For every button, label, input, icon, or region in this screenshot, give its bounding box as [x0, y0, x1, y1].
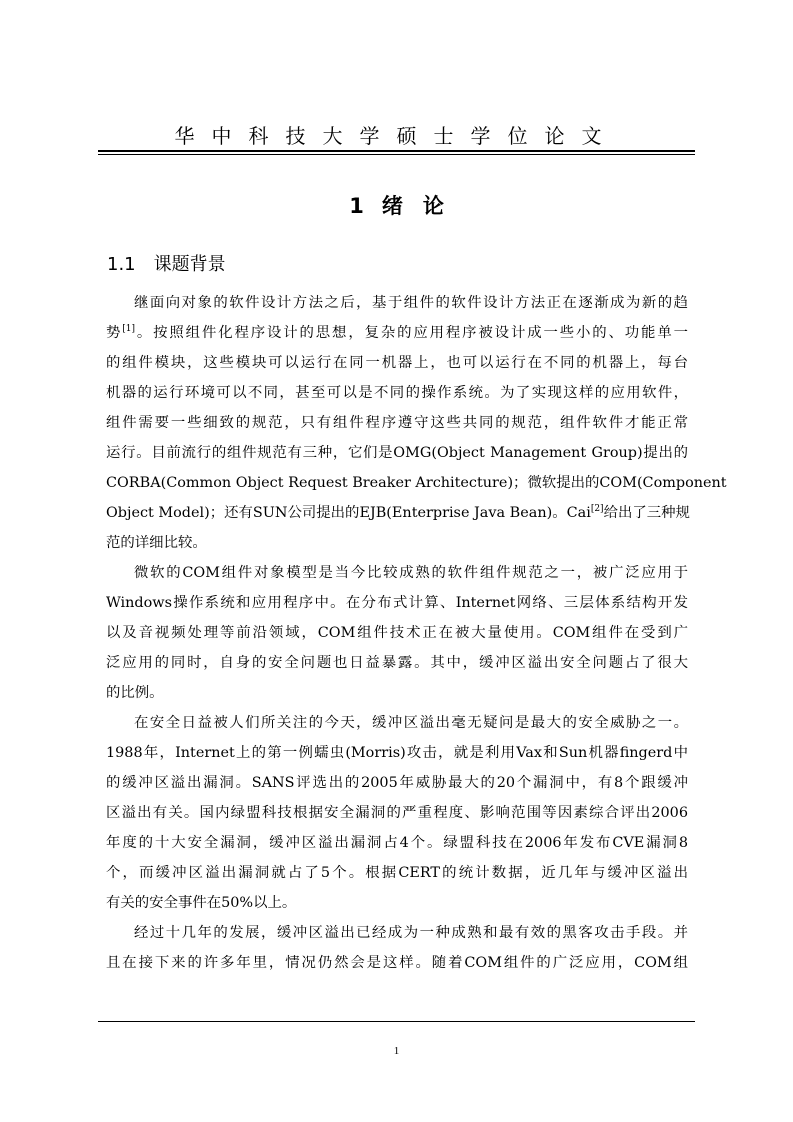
text-line: 范的详细比较。 [106, 535, 207, 551]
text-line: 组件需要一些细致的规范，只有组件程序遵守这些共同的规范，组件软件才能正常 [106, 415, 688, 431]
footer-rule [98, 1021, 695, 1022]
text-line: Windows操作系统和应用程序中。在分布式计算、Internet网络、三层体系结构开发 [106, 595, 688, 611]
text-line: 在安全日益被人们所关注的今天，缓冲区溢出毫无疑问是最大的安全威胁之一。 [134, 715, 688, 731]
text-line: 经过十几年的发展，缓冲区溢出已经成为一种成熟和最有效的黑客攻击手段。并 [134, 925, 688, 941]
text-line: Object Model)；还有SUN公司提出的EJB(Enterprise Java Bean)。Cai[2]给出了三种规 [106, 504, 690, 521]
text-line: 个，而缓冲区溢出漏洞就占了5个。根据CERT的统计数据，近几年与缓冲区溢出 [106, 865, 688, 881]
text-line: 以及音视频处理等前沿领域，COM组件技术正在被大量使用。COM组件在受到广 [106, 625, 688, 641]
page-number: 1 [393, 1045, 400, 1057]
text-line: 机器的运行环境可以不同，甚至可以是不同的操作系统。为了实现这样的应用软件， [106, 385, 688, 401]
section-title: 课题背景 [153, 254, 226, 275]
text-line: 有关的安全事件在50%以上。 [106, 895, 297, 911]
header-title: 华中科技大学硕士学位论文 [174, 124, 619, 148]
chapter-number: 1 [349, 194, 364, 218]
section-heading [107, 253, 226, 277]
text-line: 运行。目前流行的组件规范有三种，它们是OMG(Object Management Group)提出的 [106, 445, 688, 461]
text-line: 1988年，Internet上的第一例蠕虫(Morris)攻击，就是利用Vax和Sun机器fingerd中 [106, 745, 688, 761]
text-line: 区溢出有关。国内绿盟科技根据安全漏洞的严重程度、影响范围等因素综合评出2006 [106, 805, 688, 821]
header-rule-thin [98, 154, 695, 155]
text-line: 年度的十大安全漏洞，缓冲区溢出漏洞占4个。绿盟科技在2006年发布CVE漏洞8 [106, 835, 688, 851]
citation: [2] [590, 504, 604, 515]
text-line: 微软的COM组件对象模型是当今比较成熟的软件组件规范之一，被广泛应用于 [134, 565, 688, 581]
text-line: 的组件模块，这些模块可以运行在同一机器上，也可以运行在不同的机器上，每台 [106, 355, 688, 371]
text-line: 的比例。 [106, 685, 164, 701]
chapter-title-char: 论 [422, 194, 444, 218]
text-line: 势[1]。按照组件化程序设计的思想，复杂的应用程序被设计成一些小的、功能单一 [106, 324, 688, 341]
text-line: 继面向对象的软件设计方法之后，基于组件的软件设计方法正在逐渐成为新的趋 [134, 295, 688, 311]
text-line: CORBA(Common Object Request Breaker Architecture)；微软提出的COM(Component [106, 475, 727, 491]
chapter-title [98, 193, 695, 219]
text-line: 的缓冲区溢出漏洞。SANS评选出的2005年威胁最大的20个漏洞中，有8个跟缓冲 [106, 775, 688, 791]
text-line: 泛应用的同时，自身的安全问题也日益暴露。其中，缓冲区溢出安全问题占了很大 [106, 655, 688, 671]
section-number: 1.1 [107, 254, 136, 275]
header-rule-thick [98, 150, 695, 152]
chapter-title-char: 绪 [381, 194, 403, 218]
citation: [1] [122, 324, 136, 335]
text-line: 且在接下来的许多年里，情况仍然会是这样。随着COM组件的广泛应用，COM组 [106, 955, 688, 971]
